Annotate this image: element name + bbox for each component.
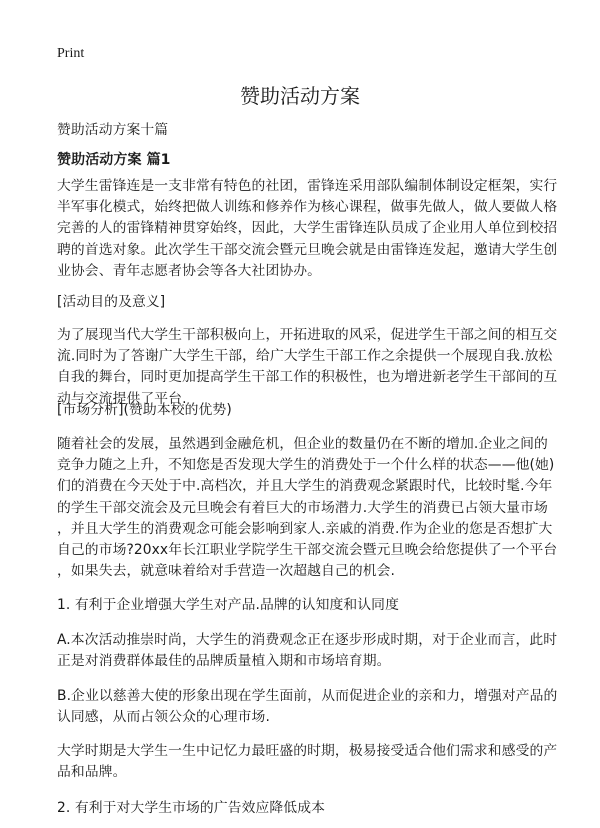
paragraph [57,434,557,582]
paragraph-line: 自己的市场?20xx年长江职业学院学生干部交流会暨元旦晚会给您提供了一个平台 [57,542,558,559]
paragraph-line: 聘的首选对象。此次学生干部交流会暨元旦晚会就是由雷锋连发起，邀请大学生创 [57,241,558,258]
paragraph-line: 2. 有利于对大学生市场的广告效应降低成本 [57,800,325,816]
paragraph-line: B.企业以慈善大使的形象出现在学生面前，从而促进企业的亲和力，增强对产品的 [57,688,558,704]
paragraph-line: 流.同时为了答谢广大学生干部，给广大学生干部工作之余提供一个展现自我.放松 [57,348,553,365]
paragraph-line: [活动目的及意义] [57,294,166,310]
paragraph-line: 业协会、青年志愿者协会等各大社团协办。 [57,262,322,279]
paragraph-line: 品和品牌。 [57,764,127,781]
paragraph-line: 竞争力随之上升，不知您是否发现大学生的消费处于一个什么样的状态——他(她) [57,457,555,474]
paragraph [57,686,557,728]
paragraph-line: 完善的人的雷锋精神贯穿始终，因此，大学生雷锋连队员成了企业用人单位到校招 [57,220,558,237]
paragraph-line: ，并且大学生的消费观念可能会影响到家人.亲戚的消费.作为企业的您是否想扩大 [57,520,553,537]
paragraph-line: 为了展现当代大学生干部积极向上，开拓进取的风采，促进学生干部之间的相互交 [57,327,558,343]
paragraph-line: 半军事化模式，始终把做人训练和修养作为核心课程，做事先做人，做人要做人格 [57,199,558,216]
paragraph [57,595,399,616]
paragraph-line: 随着社会的发展，虽然遇到金融危机，但企业的数量仍在不断的增加.企业之间的 [57,436,548,452]
document-title: 赞助活动方案 [240,84,360,108]
paragraph-line: 认同感，从而占领公众的心理市场. [57,709,270,726]
paragraph-line: 大学时期是大学生一生中记忆力最旺盛的时期，极易接受适合他们需求和感受的产 [57,743,558,759]
paragraph-line: 大学生雷锋连是一支非常有特色的社团，雷锋连采用部队编制体制设定框架，实行 [57,178,558,194]
paragraph-line: ，如果失去，就意味着给对手营造一次超越自己的机会. [57,563,396,580]
paragraph-line: A.本次活动推崇时尚，大学生的消费观念正在逐步形成时期，对于企业而言，此时 [57,632,558,648]
document-subtitle: 赞助活动方案十篇 [57,122,169,138]
paragraph [57,630,557,672]
paragraph [57,325,557,410]
paragraph-line: 正是对消费群体最佳的品牌质量植入期和市场培育期。 [57,653,391,670]
paragraph-line: 的学生干部交流会及元旦晚会有着巨大的市场潜力.大学生的消费已占领大量市场 [57,499,548,516]
paragraph-line: 1. 有利于企业增强大学生对产品.品牌的认知度和认同度 [57,597,399,613]
paragraph-line: 动与交流提供了平台. [57,390,187,407]
paragraph [57,741,557,783]
print-link[interactable]: Print [57,46,85,61]
section-heading: 赞助活动方案 篇1 [57,152,171,168]
paragraph [57,400,232,421]
paragraph-line: 们的消费在今天处于中.高档次，并且大学生的消费观念紧跟时代，比较时髦.今年 [57,478,553,495]
paragraph-line: [市场分析](赞助本校的优势) [57,402,232,418]
paragraph [57,798,325,819]
paragraph [57,176,557,282]
paragraph-line: 自我的舞台，同时更加提高学生干部工作的积极性，也为增进新老学生干部间的互 [57,369,558,386]
paragraph [57,292,165,313]
